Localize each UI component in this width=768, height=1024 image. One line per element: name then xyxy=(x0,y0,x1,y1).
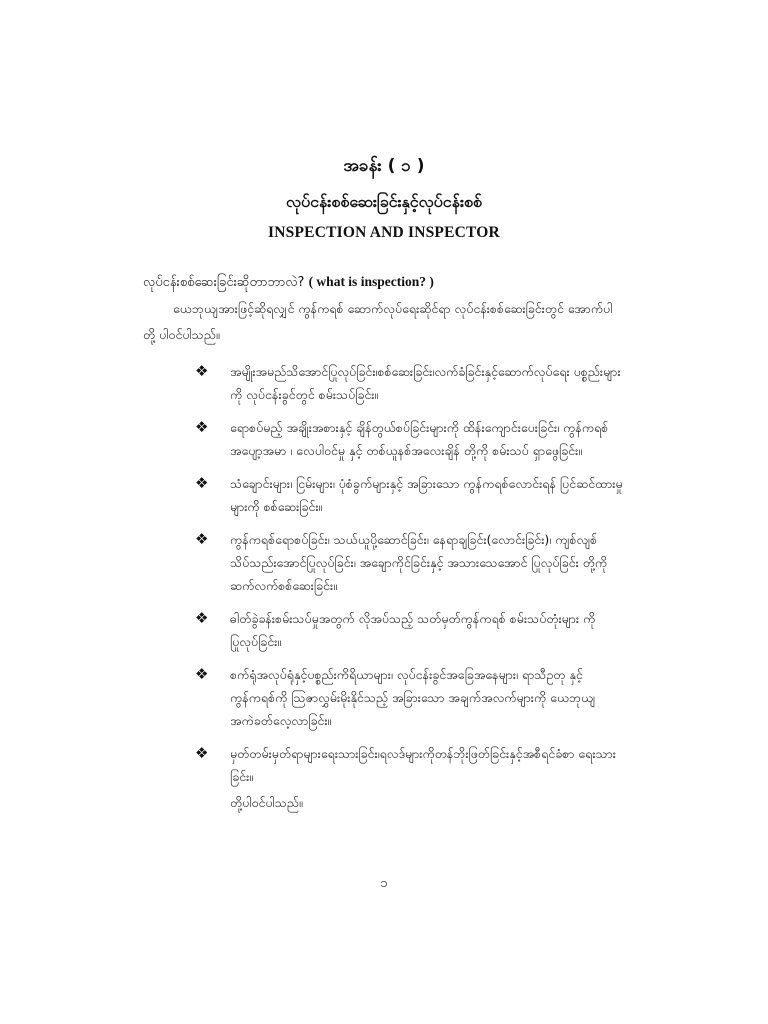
list-item xyxy=(195,360,627,406)
diamond-bullet-icon: ❖ xyxy=(195,609,209,627)
question-english: ( what is inspection? ) xyxy=(308,274,434,289)
page-number: ၁ xyxy=(380,876,388,891)
list-item-text: ကွန်ကရစ်ရောစပ်ခြင်း၊ သယ်ယူပို့ဆောင်ခြင်း၊ နေရာချခြင်း(လောင်းခြင်း)၊ ကျစ်လျစ်သိပ်သည်းအောင်ပြုလုပ်ခြင်း၊ အချောကိုင်ခြင်းနှင့် အသားသေအောင် ပြုလုပ်ခြင်း တို့ကို ဆက်လက်စစ်ဆေးခြင်း။ xyxy=(230,532,608,593)
closing-line: တို့ပါဝင်ပါသည်။ xyxy=(230,795,303,810)
list-item-text: အမျိုးအမည်သိအောင်ပြုလုပ်ခြင်း၊စစ်ဆေးခြင်း၊လက်ခံခြင်းနှင့်ဆောက်လုပ်ရေး ပစ္စည်းများကို လုပ်ငန်းခွင်တွင် စမ်းသပ်ခြင်း။ xyxy=(230,364,621,402)
diamond-bullet-icon: ❖ xyxy=(195,362,209,380)
bullet-list xyxy=(195,360,627,798)
list-item-text: ရောစပ်မည့် အချိုးအစားနှင့် ချိန်တွယ်စပ်ခြင်းများကို ထိန်းကျောင်းပေးခြင်း၊ ကွန်ကရစ်အပျော့အမာ ၊ လေပါဝင်မှု နှင့် တစ်ယူနစ်အလေးချိန် တို့ကို စမ်းသပ် ရှာဖွေခြင်း။ xyxy=(230,420,609,458)
question-myanmar: လုပ်ငန်းစစ်ဆေးခြင်းဆိုတာဘာလဲ? xyxy=(143,275,305,290)
list-item xyxy=(195,742,627,788)
list-item-text: စက်ရုံအလုပ်ရုံနှင့်ပစ္စည်းကိရိယာများ၊ လုပ်ငန်းခွင်အခြေအနေများ၊ ရာသီဥတု နှင့် ကွန်ကရစ်ကို ဩဇာလွှမ်းမိုးနိုင်သည့် အခြားသော အချက်အလက်များကို ယေဘုယျ အကဲခတ်လေ့လာခြင်း။ xyxy=(230,667,596,728)
intro-paragraph: ယေဘုယျအားဖြင့်ဆိုရလျှင် ကွန်ကရစ် ဆောက်လုပ်ရေးဆိုင်ရာ လုပ်ငန်းစစ်ဆေးခြင်းတွင် အောက်ပါတို့ ပါဝင်ပါသည်။ xyxy=(143,301,613,342)
list-item xyxy=(195,416,627,462)
chapter-heading: အခန်း ( ၁ ) xyxy=(343,156,425,176)
list-item-text: မှတ်တမ်းမှတ်ရာများရေးသားခြင်း၊ရလဒ်များကိုတန်ဘိုးဖြတ်ခြင်းနှင့်အစီရင်ခံစာ ရေးသားခြင်း။ xyxy=(230,746,616,784)
list-item-text: သံချောင်းများ၊ ငြမ်းများ၊ ပုံစံခွက်များနှင့် အခြားသော ကွန်ကရစ်လောင်းရန် ပြင်ဆင်ထားမှုများကို စစ်ဆေးခြင်း။ xyxy=(230,476,623,514)
list-item-text: ဓါတ်ခွဲခန်းစမ်းသပ်မှုအတွက် လိုအပ်သည့် သတ်မှတ်ကွန်ကရစ် စမ်းသပ်တုံးများ ကို ပြုလုပ်ခြင်း။ xyxy=(230,611,596,649)
list-item xyxy=(195,472,627,518)
list-item xyxy=(195,528,627,597)
list-item xyxy=(195,607,627,653)
diamond-bullet-icon: ❖ xyxy=(195,530,209,548)
diamond-bullet-icon: ❖ xyxy=(195,474,209,492)
list-item xyxy=(195,663,627,732)
page-title-myanmar: လုပ်ငန်းစစ်ဆေးခြင်းနှင့်လုပ်ငန်းစစ် xyxy=(285,192,483,211)
diamond-bullet-icon: ❖ xyxy=(195,418,209,436)
page-title-english: INSPECTION AND INSPECTOR xyxy=(268,224,500,241)
diamond-bullet-icon: ❖ xyxy=(195,665,209,683)
diamond-bullet-icon: ❖ xyxy=(195,744,209,762)
section-question xyxy=(143,272,434,293)
